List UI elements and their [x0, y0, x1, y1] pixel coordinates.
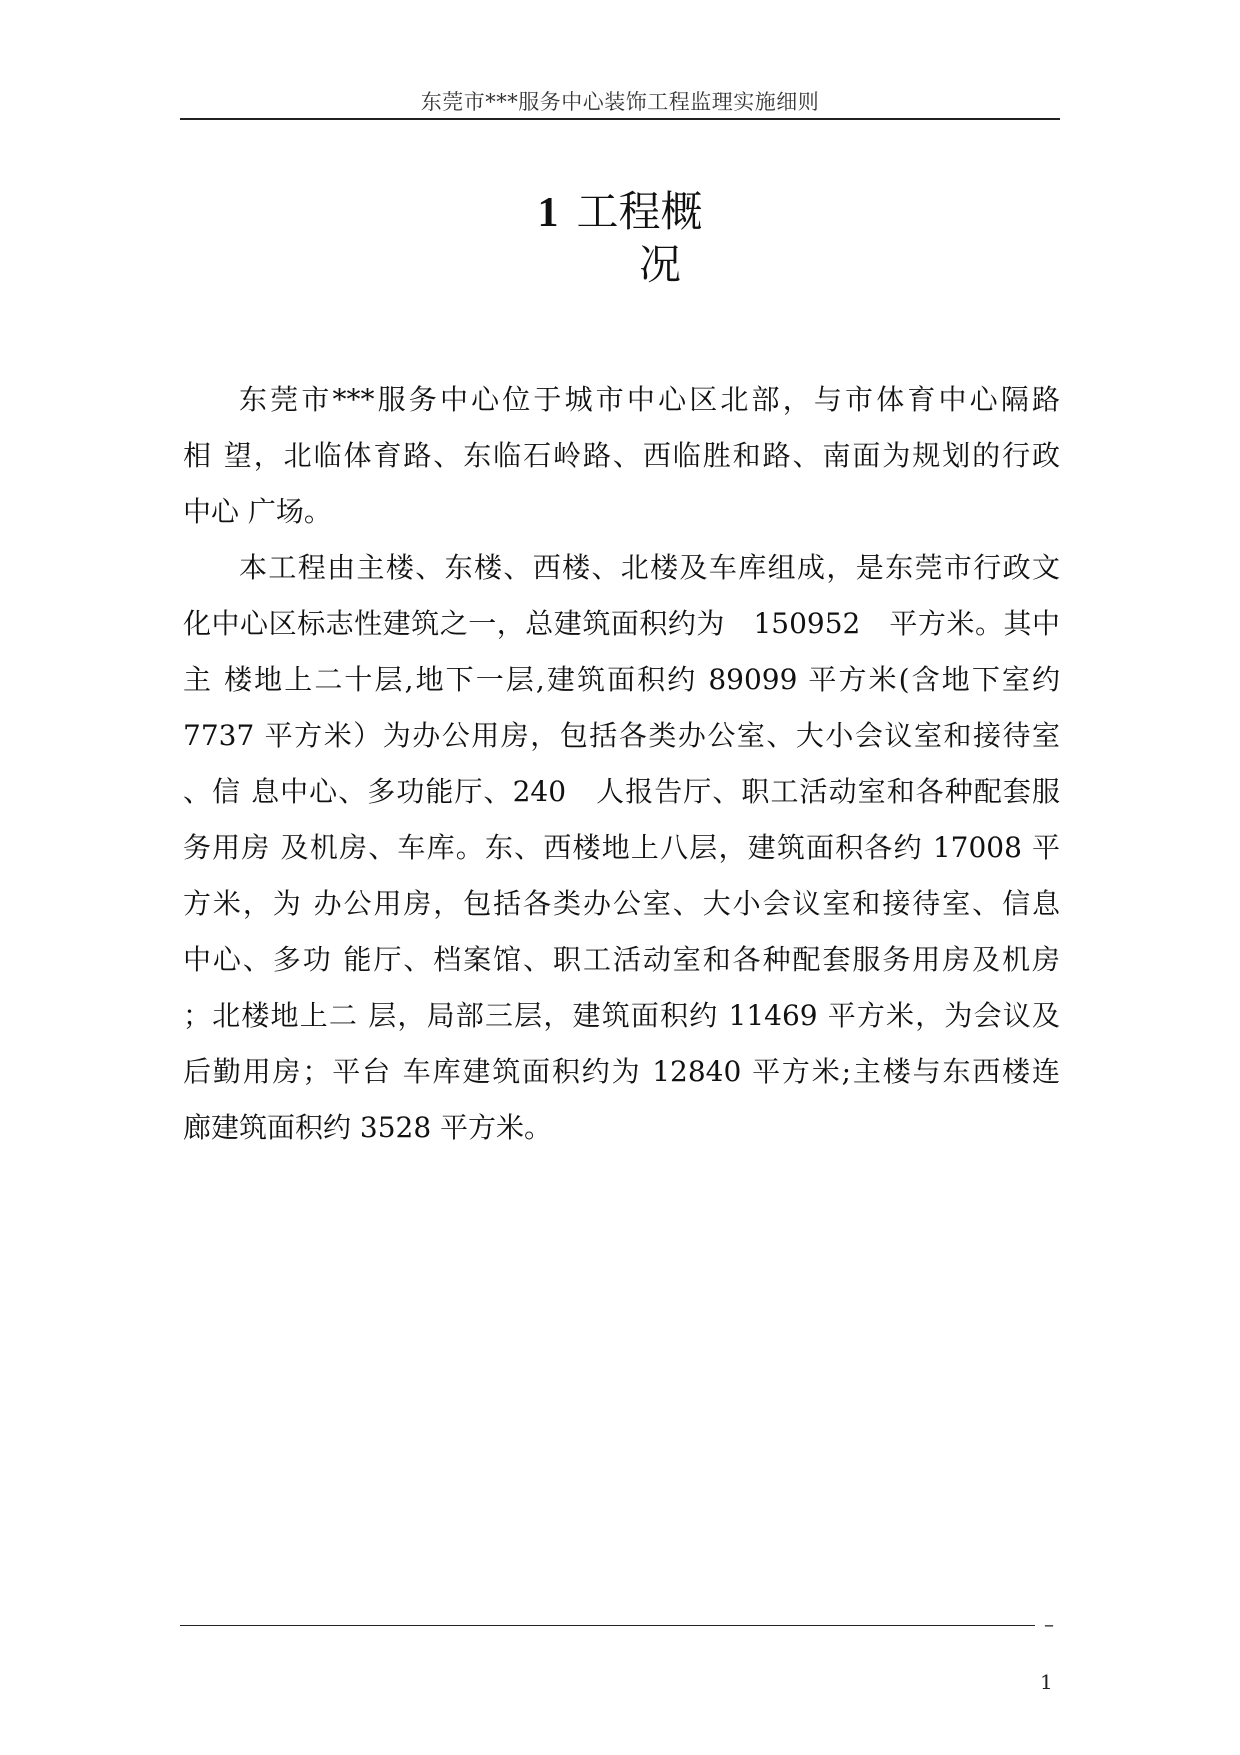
- footer-dash: –: [1044, 1612, 1054, 1636]
- section-title-line1: 工程概: [576, 187, 703, 236]
- text-line: ；北楼地上二 层，局部三层，建筑面积约 11469 平方米，为会议及: [183, 999, 1060, 1032]
- text-line: 相 望，北临体育路、东临石岭路、西临胜和路、南面为规划的行政: [183, 439, 1060, 472]
- paragraph-location: [183, 372, 1060, 540]
- section-number: 1: [537, 190, 559, 236]
- text-line: 本工程由主楼、东楼、西楼、北楼及车库组成，是东莞市行政文: [239, 551, 1060, 584]
- text-line: 廊建筑面积约 3528 平方米。: [183, 1111, 553, 1144]
- text-line: 东莞市***服务中心位于城市中心区北部，与市体育中心隔路: [239, 383, 1060, 416]
- header-divider: [180, 118, 1060, 120]
- text-line: 务用房 及机房、车库。东、西楼地上八层，建筑面积各约 17008 平: [183, 831, 1060, 864]
- section-title: [0, 186, 1240, 291]
- text-line: 化中心区标志性建筑之一，总建筑面积约为 150952 平方米。其中: [183, 607, 1060, 640]
- footer-divider: [180, 1625, 1035, 1626]
- text-line: 主 楼地上二十层,地下一层,建筑面积约 89099 平方米(含地下室约: [183, 663, 1060, 696]
- text-line: 后勤用房；平台 车库建筑面积约为 12840 平方米;主楼与东西楼连: [183, 1055, 1060, 1088]
- text-line: 中心 广场。: [183, 495, 332, 528]
- text-line: 中心、多功 能厅、档案馆、职工活动室和各种配套服务用房及机房: [183, 943, 1060, 976]
- text-line: 7737 平方米）为办公用房，包括各类办公室、大小会议室和接待室: [183, 719, 1060, 752]
- paragraph-composition: [183, 540, 1060, 1156]
- page-number: 1: [1040, 1670, 1053, 1694]
- text-line: 方米，为 办公用房，包括各类办公室、大小会议室和接待室、信息: [183, 887, 1060, 920]
- page-header: 东莞市***服务中心装饰工程监理实施细则: [420, 90, 820, 114]
- body-text: [183, 372, 1060, 1156]
- text-line: 、信 息中心、多功能厅、240 人报告厅、职工活动室和各种配套服: [183, 775, 1060, 808]
- section-title-line2: 况: [638, 240, 681, 289]
